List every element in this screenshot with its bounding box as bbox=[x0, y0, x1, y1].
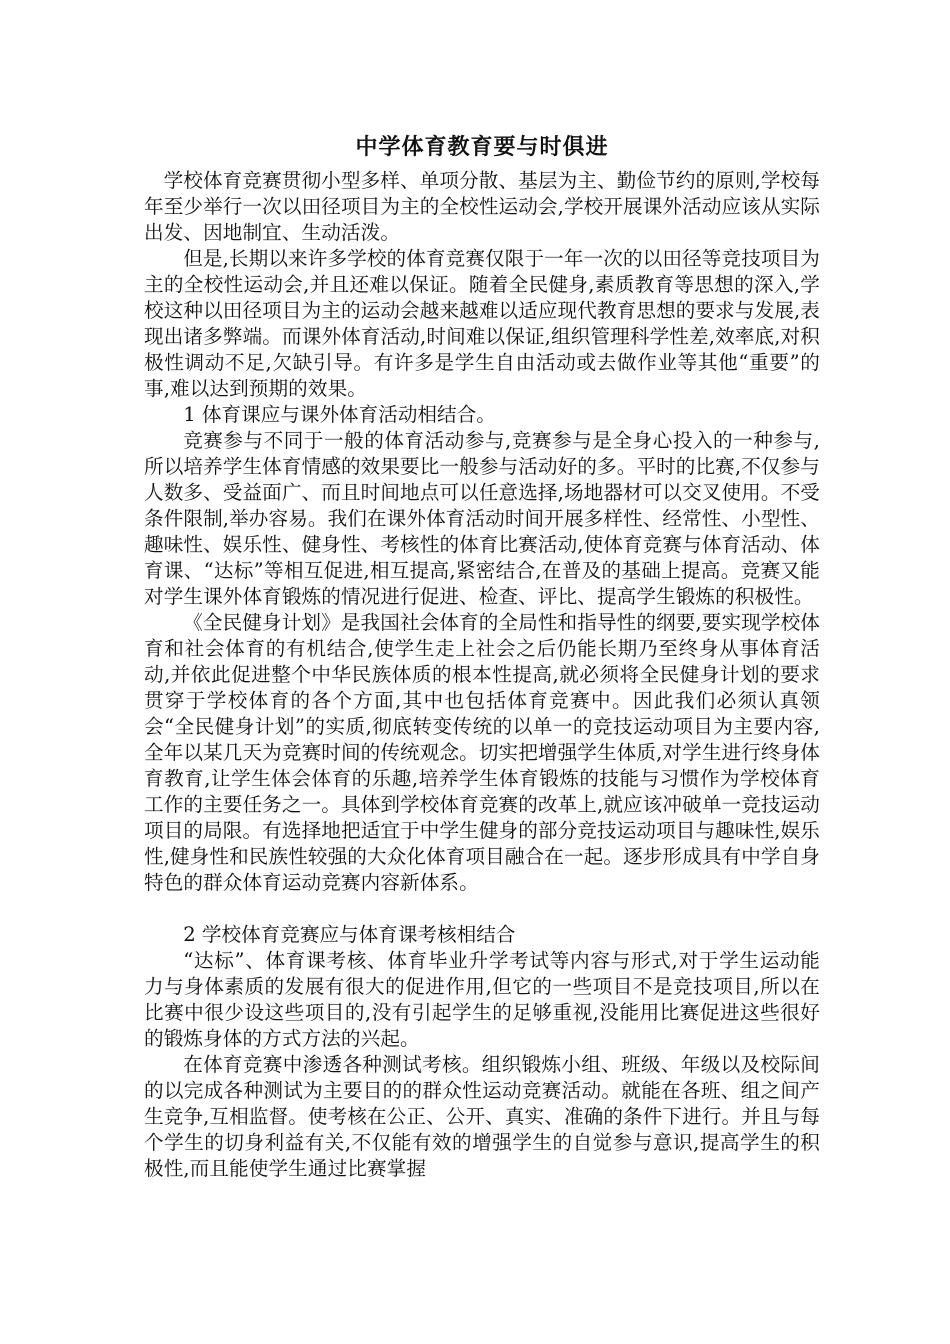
paragraph-3: 竞赛参与不同于一般的体育活动参与,竞赛参与是全身心投入的一种参与,所以培养学生体育情感的效果要比一般参与活动好的多。平时的比赛,不仅参与人数多、受益面广、而且时间地点可以任意选择,场地器材可以交叉使用。不受条件限制,举办容易。我们在课外体育活动时间开展多样性、经常性、小型性、趣味性、娱乐性、健身性、考核性的体育比赛活动,使体育竞赛与体育活动、体育课、“达标”等相互促进,相互提高,紧密结合,在普及的基础上提高。竞赛又能对学生课外体育锻炼的情况进行促进、检查、评比、提高学生锻炼的积极性。 bbox=[144, 429, 820, 608]
paragraph-2: 但是,长期以来许多学校的体育竞赛仅限于一年一次的以田径等竞技项目为主的全校性运动会,并且还难以保证。随着全民健身,素质教育等思想的深入,学校这种以田径项目为主的运动会越来越难以适应现代教育思想的要求与发展,表现出诸多弊端。而课外体育活动,时间难以保证,组织管理科学性差,效率底,对积极性调动不足,欠缺引导。有许多是学生自由活动或去做作业等其他“重要”的事,难以达到预期的效果。 bbox=[144, 247, 820, 400]
section-heading-1: 1 体育课应与课外体育活动相结合。 bbox=[183, 403, 496, 426]
paragraph-5: “达标”、体育课考核、体育毕业升学考试等内容与形式,对于学生运动能力与身体素质的发展有很大的促进作用,但它的一些项目不是竞技项目,所以在比赛中很少设这些项目的,没有引起学生的足够重视,没能用比赛促进这些很好的锻炼身体的方式方法的兴起。 bbox=[144, 949, 820, 1050]
paragraph-6: 在体育竞赛中渗透各种测试考核。组织锻炼小组、班级、年级以及校际间的以完成各种测试为主要目的的群众性运动竞赛活动。就能在各班、组之间产生竞争,互相监督。使考核在公正、公开、真实、准确的条件下进行。并且与每个学生的切身利益有关,不仅能有效的增强学生的自觉参与意识,提高学生的积极性,而且能使学生通过比赛掌握 bbox=[144, 1053, 820, 1180]
section-heading-2: 2 学校体育竞赛应与体育课考核相结合 bbox=[183, 923, 516, 946]
paragraph-1: 学校体育竞赛贯彻小型多样、单项分散、基层为主、勤俭节约的原则,学校每年至少举行一次以田径项目为主的全校性运动会,学校开展课外活动应该从实际出发、因地制宜、生动活泼。 bbox=[144, 169, 820, 244]
document-title: 中学体育教育要与时俱进 bbox=[355, 135, 609, 160]
blank-line bbox=[144, 896, 820, 922]
document-page bbox=[144, 128, 820, 1182]
paragraph-4: 《全民健身计划》是我国社会体育的全局性和指导性的纲要,要实现学校体育和社会体育的有机结合,使学生走上社会之后仍能长期乃至终身从事体育活动,并依此促进整个中华民族体质的根本性提高,就必须将全民健身计划的要求贯穿于学校体育的各个方面,其中也包括体育竞赛中。因此我们必须认真领会“全民健身计划”的实质,彻底转变传统的以单一的竞技运动项目为主要内容,全年以某几天为竞赛时间的传统观念。切实把增强学生体质,对学生进行终身体育教育,让学生体会体育的乐趣,培养学生体育锻炼的技能与习惯作为学校体育工作的主要任务之一。具体到学校体育竞赛的改革上,就应该冲破单一竞技运动项目的局限。有选择地把适宜于中学生健身的部分竞技运动项目与趣味性,娱乐性,健身性和民族性较强的大众化体育项目融合在一起。逐步形成具有中学自身特色的群众体育运动竞赛内容新体系。 bbox=[144, 611, 820, 894]
